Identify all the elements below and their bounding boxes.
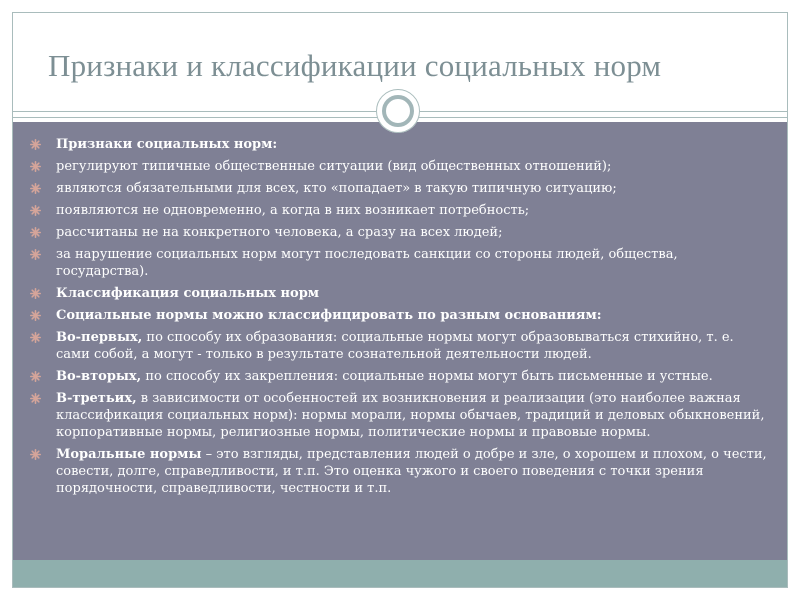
list-item <box>30 390 770 441</box>
asterisk-bullet-icon <box>30 371 41 382</box>
asterisk-bullet-icon <box>30 332 41 343</box>
list-item <box>30 285 770 302</box>
list-item <box>30 307 770 324</box>
list-item-text: по способу их закрепления: социальные нормы могут быть письменные и устные. <box>141 369 713 384</box>
footer-band <box>13 560 787 587</box>
slide-title: Признаки и классификации социальных норм <box>48 48 662 83</box>
asterisk-bullet-icon <box>30 161 41 172</box>
list-item-text: регулируют типичные общественные ситуации (вид общественных отношений); <box>56 159 612 174</box>
asterisk-bullet-icon <box>30 227 41 238</box>
list-item-bold: Социальные нормы можно классифицировать по разным основаниям: <box>56 308 602 323</box>
asterisk-bullet-icon <box>30 139 41 150</box>
list-item-text: – это взгляды, представления людей о добре и зле, о хорошем и плохом, о чести, совести, долге, справедливости, и т.п. Это оценка чужого и своего поведения с точки зрения порядочности, справедливости, честности и т.п. <box>56 447 767 496</box>
list-item-bold: Классификация социальных норм <box>56 286 320 301</box>
list-item <box>30 446 770 497</box>
ring-ornament-icon <box>376 89 420 133</box>
list-item-bold: В-третьих, <box>56 391 137 406</box>
list-item <box>30 158 770 175</box>
list-item <box>30 224 770 241</box>
bullet-list <box>30 136 770 502</box>
list-item-text: за нарушение социальных норм могут последовать санкции со стороны людей, общества, государства). <box>56 247 678 279</box>
list-item-bold: Признаки социальных норм: <box>56 137 278 152</box>
list-item <box>30 368 770 385</box>
asterisk-bullet-icon <box>30 205 41 216</box>
list-item-text: по способу их образования: социальные нормы могут образовываться стихийно, т. е. сами собой, а могут - только в результате сознательной деятельности людей. <box>56 330 734 362</box>
list-item-bold: Во-первых, <box>56 330 143 345</box>
asterisk-bullet-icon <box>30 249 41 260</box>
list-item-text: появляются не одновременно, а когда в них возникает потребность; <box>56 203 530 218</box>
asterisk-bullet-icon <box>30 288 41 299</box>
list-item-text: в зависимости от особенностей их возникновения и реализации (это наиболее важная классификация социальных норм): нормы морали, нормы обычаев, традиций и деловых обыкновений, корпоративные нормы, религиозные нормы, политические нормы и правовые нормы. <box>56 391 765 440</box>
asterisk-bullet-icon <box>30 183 41 194</box>
list-item-text: рассчитаны не на конкретного человека, а сразу на всех людей; <box>56 225 503 240</box>
list-item <box>30 246 770 280</box>
list-item <box>30 329 770 363</box>
asterisk-bullet-icon <box>30 310 41 321</box>
list-item-text: являются обязательными для всех, кто «попадает» в такую типичную ситуацию; <box>56 181 617 196</box>
list-item <box>30 136 770 153</box>
asterisk-bullet-icon <box>30 449 41 460</box>
asterisk-bullet-icon <box>30 393 41 404</box>
list-item-bold: Моральные нормы <box>56 447 202 462</box>
list-item <box>30 180 770 197</box>
list-item-bold: Во-вторых, <box>56 369 142 384</box>
list-item <box>30 202 770 219</box>
